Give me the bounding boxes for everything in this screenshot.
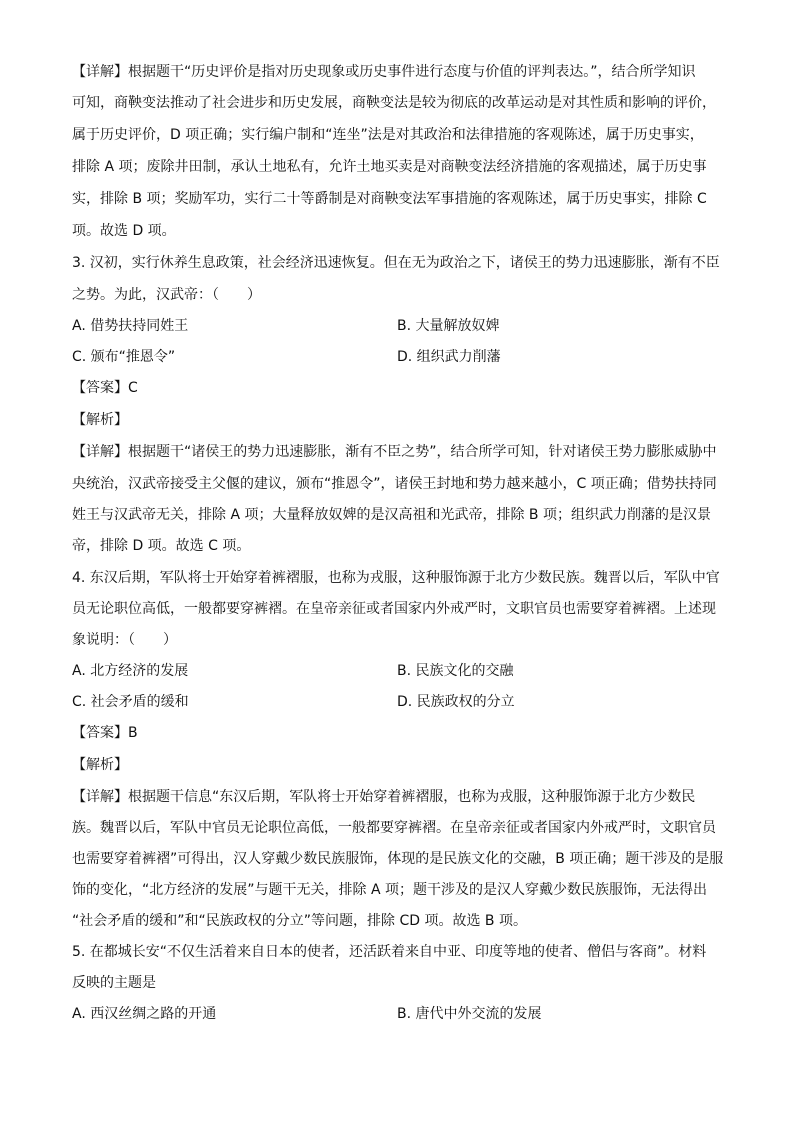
q4-stem-line: 4. 东汉后期，军队将士开始穿着裤褶服，也称为戎服，这种服饰源于北方少数民族。魏晋以后，军队中官: [72, 570, 720, 586]
q4-option-b: B. 民族文化的交融: [397, 663, 514, 679]
q3-explain-line: 帝，排除 D 项。故选 C 项。: [72, 538, 251, 554]
q3-stem-line: 之势。为此，汉武帝：（ ）: [72, 287, 261, 303]
q5-option-b: B. 唐代中外交流的发展: [397, 1006, 542, 1022]
q2-explain-line: 属于历史评价，D 项正确；实行编户制和“连坐”法是对其政治和法律措施的客观陈述，属于历史事实，: [72, 127, 704, 143]
q4-explain-line: 族。魏晋以后，军队中官员无论职位高低，一般都要穿裤褶。在皇帝亲征或者国家内外戒严时，文职官员: [72, 820, 716, 836]
q3-option-a: A. 借势扶持同姓王: [72, 318, 189, 334]
q4-explain-line: “社会矛盾的缓和”和“民族政权的分立”等问题，排除 CD 项。故选 B 项。: [72, 913, 527, 929]
q4-analysis-heading: 【解析】: [72, 757, 128, 773]
q4-explain-line: 也需要穿着裤褶”可得出，汉人穿戴少数民族服饰，体现的是民族文化的交融，B 项正确；题干涉及的是服: [72, 851, 724, 867]
q4-explain-line: 饰的变化，“北方经济的发展”与题干无关，排除 A 项；题干涉及的是汉人穿戴少数民族服饰，无法得出: [72, 882, 707, 898]
q3-analysis-heading: 【解析】: [72, 412, 128, 428]
q5-option-a: A. 西汉丝绸之路的开通: [72, 1006, 217, 1022]
q2-explain-line: 可知，商鞅变法推动了社会进步和历史发展，商鞅变法是较为彻底的改革运动是对其性质和影响的评价，: [72, 95, 716, 111]
q5-stem-line: 5. 在都城长安“不仅生活着来自日本的使者，还活跃着来自中亚、印度等地的使者、僧侣与客商”。材料: [72, 944, 707, 960]
q5-stem-line: 反映的主题是: [72, 975, 156, 991]
q4-explain-line: 【详解】根据题干信息“东汉后期，军队将士开始穿着裤褶服，也称为戎服，这种服饰源于北方少数民: [72, 789, 696, 805]
q3-explain-line: 央统治，汉武帝接受主父偃的建议，颁布“推恩令”，诸侯王封地和势力越来越小，C 项正确；借势扶持同: [72, 476, 717, 492]
q3-explain-line: 【详解】根据题干“诸侯王的势力迅速膨胀，渐有不臣之势”，结合所学可知，针对诸侯王势力膨胀威胁中: [72, 444, 717, 460]
q3-option-c: C. 颁布“推恩令”: [72, 349, 176, 365]
q4-stem-line: 象说明：（ ）: [72, 632, 177, 648]
q4-option-a: A. 北方经济的发展: [72, 663, 189, 679]
q3-explain-line: 姓王与汉武帝无关，排除 A 项；大量释放奴婢的是汉高祖和光武帝，排除 B 项；组织武力削藩的是汉景: [72, 507, 711, 523]
q2-explain-line: 项。故选 D 项。: [72, 223, 176, 239]
q4-option-d: D. 民族政权的分立: [397, 694, 515, 710]
q4-stem-line: 员无论职位高低，一般都要穿裤褶。在皇帝亲征或者国家内外戒严时，文职官员也需要穿着裤褶。上述现: [72, 601, 716, 617]
q4-answer: 【答案】B: [72, 725, 138, 741]
q3-option-d: D. 组织武力削藩: [397, 349, 501, 365]
q2-explain-line: 实，排除 B 项；奖励军功，实行二十等爵制是对商鞅变法军事措施的客观陈述，属于历史事实，排除 C: [72, 191, 707, 207]
q2-explain-line: 【详解】根据题干“历史评价是指对历史现象或历史事件进行态度与价值的评判表达。”，结合所学知识: [72, 64, 696, 80]
q2-explain-line: 排除 A 项；废除井田制，承认土地私有，允许土地买卖是对商鞅变法经济措施的客观描述，属于历史事: [72, 159, 707, 175]
q3-option-b: B. 大量解放奴婢: [397, 318, 500, 334]
q3-answer: 【答案】C: [72, 380, 138, 396]
q4-option-c: C. 社会矛盾的缓和: [72, 694, 189, 710]
q3-stem-line: 3. 汉初，实行休养生息政策，社会经济迅速恢复。但在无为政治之下，诸侯王的势力迅速膨胀，渐有不臣: [72, 255, 720, 271]
